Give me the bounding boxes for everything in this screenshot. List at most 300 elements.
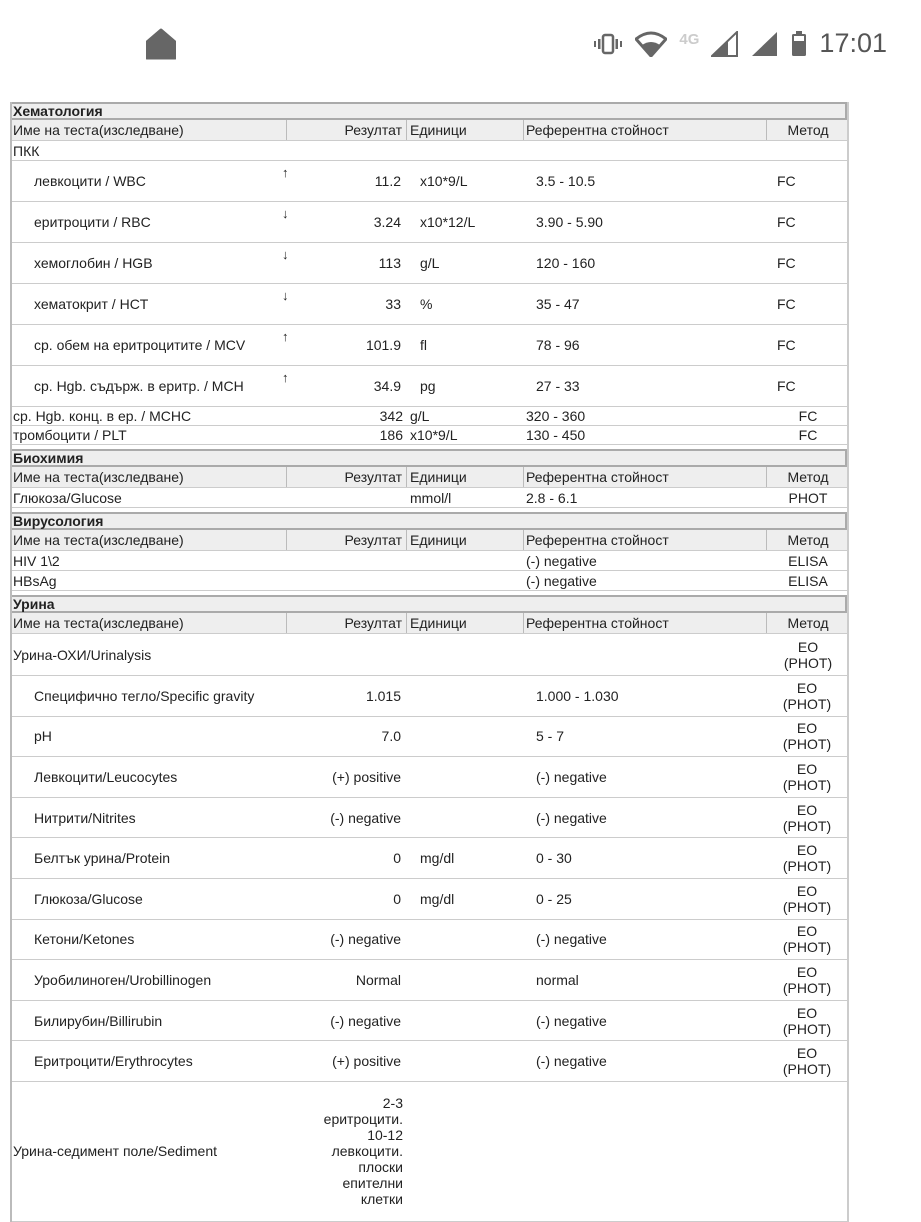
reference-value — [524, 1001, 767, 1041]
table-row — [12, 798, 847, 839]
column-header-method — [767, 120, 849, 140]
result-value — [287, 838, 407, 878]
column-header-row — [12, 120, 847, 141]
method-value-text: FC — [777, 296, 796, 312]
units-value — [407, 426, 524, 444]
units-value — [407, 1082, 524, 1221]
method-value — [767, 798, 849, 838]
reference-value-text: 35 - 47 — [536, 296, 580, 312]
clock: 17:01 — [819, 28, 887, 58]
test-name — [12, 634, 287, 675]
method-value-text: ELISA — [788, 552, 828, 569]
units-value-text: g/L — [410, 408, 430, 424]
method-value-text: FC — [777, 378, 796, 394]
method-value — [767, 676, 849, 716]
units-value-text: x10*12/L — [420, 214, 476, 230]
units-value-text: x10*9/L — [420, 173, 468, 189]
units-value — [407, 1001, 524, 1041]
result-value — [287, 798, 407, 838]
table-row — [12, 141, 847, 161]
column-header-result — [287, 530, 407, 550]
column-header-units — [407, 613, 524, 633]
reference-value — [524, 717, 767, 757]
result-value-text: 342 — [379, 408, 403, 424]
test-name — [12, 488, 287, 507]
method-value — [767, 407, 849, 425]
test-name-text: тромбоцити / PLT — [13, 427, 127, 443]
test-name-text: Урина-седимент поле/Sediment — [13, 1143, 218, 1160]
table-row — [12, 838, 847, 879]
units-value — [407, 161, 524, 201]
test-name — [12, 1041, 287, 1081]
result-value — [287, 879, 407, 919]
units-value — [407, 798, 524, 838]
lab-results-table — [10, 102, 849, 1222]
column-header-result — [287, 613, 407, 633]
method-value — [767, 284, 849, 324]
result-value-text: 2-3 еритроцити. 10-12 левкоцити. плоски епителни клетки — [323, 1095, 403, 1208]
units-value-text: mmol/l — [410, 489, 452, 506]
test-name — [12, 879, 287, 919]
method-value-text: PHOT — [788, 489, 828, 506]
result-value-text: 11.2 — [374, 173, 401, 189]
reference-value-text: (-) negative — [526, 572, 597, 589]
test-name — [12, 1082, 287, 1221]
method-value — [767, 879, 849, 919]
reference-value-text: (-) negative — [526, 552, 597, 569]
column-header-result-text: Резултат — [344, 122, 402, 138]
reference-value — [524, 920, 767, 960]
method-value — [767, 488, 849, 507]
home-icon[interactable] — [146, 28, 176, 60]
result-value — [287, 407, 407, 425]
column-header-name — [12, 467, 287, 487]
test-name — [12, 571, 287, 590]
result-value-text: (-) negative — [330, 931, 401, 948]
column-header-method — [767, 467, 849, 487]
arrow-up-icon: ↑ — [282, 370, 289, 385]
method-value-text: EO (PHOT) — [782, 842, 832, 875]
section-header: Биохимия — [12, 449, 847, 467]
units-value — [407, 1041, 524, 1081]
method-value-text: EO (PHOT) — [783, 638, 833, 671]
method-value — [767, 426, 849, 444]
units-value — [407, 284, 524, 324]
result-value — [287, 161, 407, 201]
column-header-name-text: Име на теста(изследване) — [13, 532, 184, 548]
test-name-text: ср. Hgb. съдърж. в еритр. / MCH — [34, 378, 244, 394]
result-value-text: 0 — [393, 850, 401, 867]
reference-value — [524, 284, 767, 324]
column-header-method-text: Метод — [787, 122, 829, 138]
arrow-down-icon: ↓ — [282, 288, 289, 303]
table-row — [12, 879, 847, 920]
table-row — [12, 161, 847, 202]
column-header-reference — [524, 120, 767, 140]
result-value-text: 1.015 — [365, 687, 401, 704]
result-value-text: (+) positive — [332, 768, 401, 785]
method-value-text: EO (PHOT) — [782, 801, 832, 834]
result-value-text: 113 — [378, 255, 401, 271]
test-name — [12, 243, 287, 283]
table-row — [12, 960, 847, 1001]
test-name-text: Нитрити/Nitrites — [34, 809, 136, 826]
column-header-reference — [524, 530, 767, 550]
result-value — [287, 1082, 407, 1221]
test-name — [12, 1001, 287, 1041]
reference-value-text: 3.90 - 5.90 — [536, 214, 603, 230]
test-name-text: HBsAg — [13, 572, 57, 589]
method-value-text: FC — [777, 173, 796, 189]
reference-value — [524, 571, 767, 590]
result-value — [287, 571, 407, 590]
reference-value — [524, 551, 767, 570]
result-value — [287, 488, 407, 507]
table-row — [12, 1041, 847, 1082]
method-value — [767, 838, 849, 878]
reference-value — [524, 798, 767, 838]
reference-value — [524, 202, 767, 242]
test-name-text: pH — [34, 728, 52, 745]
reference-value — [524, 960, 767, 1000]
units-value — [407, 634, 524, 675]
result-value-text: 34.9 — [373, 378, 401, 394]
column-header-name — [12, 120, 287, 140]
test-name-text: Глюкоза/Glucose — [13, 489, 122, 506]
reference-value-text: (-) negative — [536, 809, 607, 826]
reference-value — [524, 426, 767, 444]
arrow-up-icon: ↑ — [282, 329, 289, 344]
test-name — [12, 202, 287, 242]
signal-icon — [711, 31, 739, 57]
reference-value-text: 5 - 7 — [536, 728, 565, 745]
arrow-down-icon: ↓ — [282, 247, 289, 262]
column-header-result — [287, 120, 407, 140]
result-value-text: (-) negative — [330, 809, 401, 826]
units-value — [407, 366, 524, 406]
method-value — [767, 551, 849, 570]
reference-value-text: (-) negative — [536, 1012, 607, 1029]
reference-value-text: (-) negative — [536, 931, 607, 948]
units-value — [407, 960, 524, 1000]
result-value-text: 3.24 — [373, 214, 401, 230]
column-header-reference-text: Референтна стойност — [526, 469, 669, 485]
units-value — [407, 676, 524, 716]
test-name — [12, 551, 287, 570]
test-name-text: Уробилиноген/Urobillinogen — [34, 971, 212, 988]
method-value-text: ELISA — [788, 572, 828, 589]
test-name — [12, 426, 287, 444]
method-value — [767, 717, 849, 757]
result-value-text: 0 — [393, 890, 401, 907]
column-header-reference — [524, 467, 767, 487]
reference-value — [524, 161, 767, 201]
result-value — [287, 1001, 407, 1041]
test-name-text: хематокрит / HCT — [34, 296, 149, 312]
reference-value-text: 1.000 - 1.030 — [536, 687, 619, 704]
reference-value — [524, 879, 767, 919]
column-header-reference-text: Референтна стойност — [526, 615, 669, 631]
method-value-text: EO (PHOT) — [782, 963, 832, 996]
result-value — [287, 426, 407, 444]
table-row — [12, 366, 847, 407]
test-name-text: ср. Hgb. конц. в ер. / MCHC — [13, 408, 192, 424]
test-name — [12, 161, 287, 201]
table-row — [12, 488, 847, 508]
column-header-method-text: Метод — [787, 615, 829, 631]
test-name — [12, 676, 287, 716]
reference-value — [524, 676, 767, 716]
test-name-text: Кетони/Ketones — [34, 931, 135, 948]
column-header-reference — [524, 613, 767, 633]
test-name — [12, 920, 287, 960]
reference-value — [524, 488, 767, 507]
units-value — [407, 757, 524, 797]
test-name — [12, 325, 287, 365]
reference-value — [524, 407, 767, 425]
method-value-text: EO (PHOT) — [782, 882, 832, 915]
column-header-row — [12, 613, 847, 634]
column-header-result-text: Резултат — [344, 532, 402, 548]
section-header: Хематология — [12, 102, 847, 120]
battery-icon — [791, 31, 807, 57]
table-row — [12, 202, 847, 243]
reference-value-text: 2.8 - 6.1 — [526, 489, 578, 506]
reference-value-text: normal — [536, 971, 579, 988]
test-name-text: Глюкоза/Glucose — [34, 890, 143, 907]
method-value — [767, 243, 849, 283]
reference-value — [524, 1082, 767, 1221]
units-value-text: % — [420, 296, 433, 312]
result-value — [287, 325, 407, 365]
method-value-text: EO (PHOT) — [782, 720, 832, 753]
table-row — [12, 717, 847, 758]
units-value — [407, 202, 524, 242]
test-name-text: ПКК — [13, 142, 40, 159]
reference-value — [524, 1041, 767, 1081]
test-name — [12, 407, 287, 425]
units-value — [407, 717, 524, 757]
table-row — [12, 920, 847, 961]
result-value — [287, 366, 407, 406]
reference-value-text: 0 - 30 — [536, 850, 572, 867]
units-value-text: mg/dl — [420, 850, 455, 867]
test-name-text: левкоцити / WBC — [34, 173, 146, 189]
result-value-text: 101.9 — [365, 337, 401, 353]
reference-value-text: (-) negative — [536, 1053, 607, 1070]
test-name-text: Еритроцити/Erythrocytes — [34, 1053, 193, 1070]
method-value-text: FC — [798, 408, 818, 424]
method-value — [767, 634, 849, 675]
method-value — [767, 960, 849, 1000]
column-header-method — [767, 530, 849, 550]
status-bar — [0, 0, 921, 90]
method-value — [767, 1001, 849, 1041]
column-header-row — [12, 467, 847, 488]
signal-icon-2 — [751, 31, 779, 57]
test-name — [12, 838, 287, 878]
test-name — [12, 960, 287, 1000]
table-row — [12, 284, 847, 325]
reference-value-text: 120 - 160 — [536, 255, 596, 271]
test-name — [12, 798, 287, 838]
column-header-method — [767, 613, 849, 633]
result-value-text: 186 — [379, 427, 403, 443]
table-row — [12, 571, 847, 591]
column-header-name-text: Име на теста(изследване) — [13, 469, 184, 485]
test-name — [12, 366, 287, 406]
column-header-units-text: Единици — [410, 532, 467, 548]
column-header-units-text: Единици — [410, 122, 467, 138]
units-value — [407, 325, 524, 365]
method-value-text: EO (PHOT) — [782, 1004, 832, 1037]
column-header-units — [407, 530, 524, 550]
result-value — [287, 551, 407, 570]
column-header-result — [287, 467, 407, 487]
column-header-units-text: Единици — [410, 469, 467, 485]
method-value-text: EO (PHOT) — [782, 923, 832, 956]
result-value — [287, 1041, 407, 1081]
table-row — [12, 426, 847, 445]
reference-value-text: 27 - 33 — [536, 378, 580, 394]
section-header: Вирусология — [12, 512, 847, 530]
reference-value — [524, 634, 767, 675]
units-value-text: fl — [420, 337, 427, 353]
method-value-text: FC — [798, 427, 818, 443]
reference-value-text: 78 - 96 — [536, 337, 580, 353]
reference-value — [524, 838, 767, 878]
column-header-name — [12, 530, 287, 550]
column-header-method-text: Метод — [787, 469, 829, 485]
reference-value — [524, 243, 767, 283]
result-value — [287, 634, 407, 675]
column-header-method-text: Метод — [787, 532, 829, 548]
units-value — [407, 243, 524, 283]
table-row — [12, 325, 847, 366]
reference-value-text: 320 - 360 — [526, 408, 586, 424]
method-value-text: FC — [777, 255, 796, 271]
test-name — [12, 284, 287, 324]
method-value — [767, 571, 849, 590]
units-value — [407, 407, 524, 425]
wifi-icon — [635, 31, 667, 57]
test-name-text: Белтък урина/Protein — [34, 850, 171, 867]
result-value — [287, 202, 407, 242]
column-header-result-text: Резултат — [344, 615, 402, 631]
column-header-name-text: Име на теста(изследване) — [13, 122, 184, 138]
method-value — [767, 202, 849, 242]
column-header-name — [12, 613, 287, 633]
column-header-units-text: Единици — [410, 615, 467, 631]
units-value — [407, 879, 524, 919]
table-row — [12, 1001, 847, 1042]
method-value — [767, 161, 849, 201]
method-value-text: EO (PHOT) — [782, 679, 832, 712]
result-value-text: Normal — [355, 971, 401, 988]
table-row — [12, 757, 847, 798]
method-value — [767, 325, 849, 365]
reference-value — [524, 325, 767, 365]
test-name-text: ср. обем на еритроцитите / MCV — [34, 337, 246, 353]
table-row — [12, 407, 847, 426]
reference-value-text: 3.5 - 10.5 — [536, 173, 596, 189]
reference-value-text: 130 - 450 — [526, 427, 586, 443]
test-name-text: еритроцити / RBC — [34, 214, 151, 230]
test-name — [12, 717, 287, 757]
column-header-units — [407, 467, 524, 487]
test-name — [12, 141, 287, 160]
result-value — [287, 243, 407, 283]
table-row — [12, 1082, 847, 1222]
column-header-units — [407, 120, 524, 140]
column-header-reference-text: Референтна стойност — [526, 532, 669, 548]
column-header-reference-text: Референтна стойност — [526, 122, 669, 138]
method-value — [767, 1041, 849, 1081]
units-value — [407, 838, 524, 878]
units-value — [407, 920, 524, 960]
vibrate-icon — [593, 33, 623, 55]
result-value — [287, 920, 407, 960]
result-value — [287, 757, 407, 797]
column-header-row — [12, 530, 847, 551]
column-header-result-text: Резултат — [344, 469, 402, 485]
reference-value-text: (-) negative — [536, 768, 607, 785]
result-value-text: (+) positive — [332, 1053, 401, 1070]
method-value — [767, 920, 849, 960]
table-row — [12, 676, 847, 717]
column-header-name-text: Име на теста(изследване) — [13, 615, 184, 631]
reference-value — [524, 757, 767, 797]
table-row — [12, 634, 847, 676]
method-value-text: FC — [777, 337, 796, 353]
result-value — [287, 960, 407, 1000]
result-value-text: 33 — [385, 296, 401, 312]
units-value-text: g/L — [420, 255, 440, 271]
arrow-down-icon: ↓ — [282, 206, 289, 221]
reference-value — [524, 366, 767, 406]
result-value-text: (-) negative — [330, 1012, 401, 1029]
units-value-text: x10*9/L — [410, 427, 458, 443]
method-value-text: FC — [777, 214, 796, 230]
method-value-text: EO (PHOT) — [782, 760, 832, 793]
units-value — [407, 551, 524, 570]
result-value — [287, 717, 407, 757]
method-value — [767, 757, 849, 797]
result-value — [287, 676, 407, 716]
result-value-text: 7.0 — [381, 728, 401, 745]
table-row — [12, 243, 847, 284]
arrow-up-icon: ↑ — [282, 165, 289, 180]
test-name-text: хемоглобин / HGB — [34, 255, 153, 271]
units-value-text: mg/dl — [420, 890, 455, 907]
result-value — [287, 284, 407, 324]
reference-value-text: 0 - 25 — [536, 890, 572, 907]
section-header: Урина — [12, 595, 847, 613]
table-row — [12, 551, 847, 571]
units-value — [407, 571, 524, 590]
units-value-text: pg — [420, 378, 436, 394]
method-value — [767, 1082, 849, 1221]
test-name — [12, 757, 287, 797]
units-value — [407, 488, 524, 507]
network-type-label: 4G — [679, 31, 700, 48]
test-name-text: Билирубин/Billirubin — [34, 1012, 163, 1029]
test-name-text: Левкоцити/Leucocytes — [34, 768, 178, 785]
method-value — [767, 366, 849, 406]
test-name-text: Урина-ОХИ/Urinalysis — [13, 646, 152, 663]
test-name-text: HIV 1\2 — [13, 552, 60, 569]
method-value-text: EO (PHOT) — [782, 1045, 832, 1078]
